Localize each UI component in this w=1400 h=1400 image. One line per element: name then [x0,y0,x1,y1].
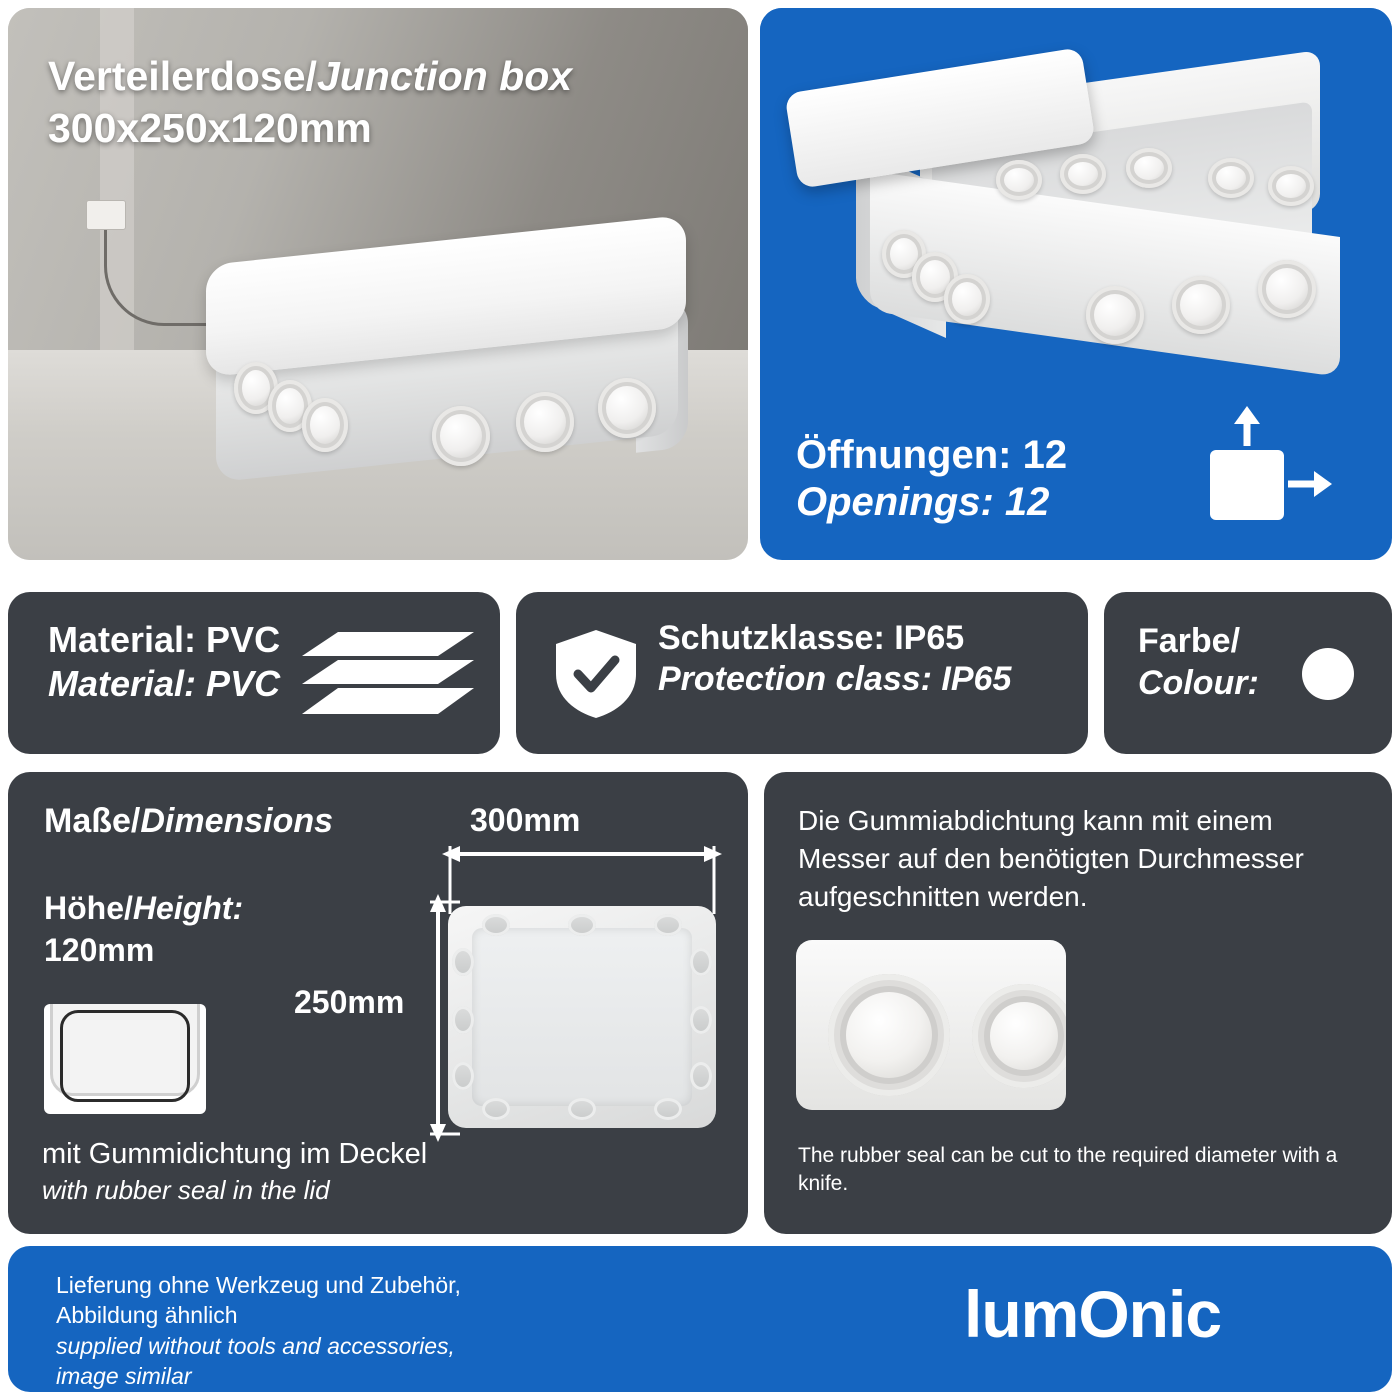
openings-photo [760,8,1392,408]
knockout [654,914,682,936]
protection-label-de: Schutzklasse: IP65 [658,619,965,657]
title-en: Junction box [316,53,573,99]
box-with-arrows-icon [1198,406,1348,536]
cable-gland [1258,260,1316,318]
stacked-sheets-icon [298,626,478,722]
cable-gland [516,392,574,452]
knockout [568,914,596,936]
cable-gland-closeup [972,984,1066,1088]
cable-gland [996,160,1042,200]
width-dimension-label: 300mm [470,802,581,838]
footer-note-de-2: Abbildung ähnlich [56,1302,238,1329]
cable-gland [944,274,990,324]
knockout [452,948,474,976]
rubber-seal-panel [764,772,1392,1234]
material-panel [8,592,500,754]
protection-label-en: Protection class: IP65 [658,660,1012,699]
seal-description-en: The rubber seal can be cut to the required diameter with a knife. [798,1144,1338,1196]
product-photo-main [8,8,748,560]
cable-gland [1208,158,1254,198]
depth-dimension-label: 250mm [294,984,405,1020]
box-cavity [472,928,692,1106]
cable-gland [1268,166,1314,206]
shield-check-icon [552,628,640,720]
cable-gland [432,406,490,466]
cable-gland [1172,276,1230,334]
cable-gland-closeup [828,974,950,1096]
photo-wall-socket [86,200,126,230]
seal-text-en: with rubber seal in the lid [42,1174,330,1205]
lid-corner-photo [44,1004,206,1114]
knockout [654,1098,682,1120]
footer-note-de-1: Lieferung ohne Werkzeug und Zubehör, [56,1272,461,1298]
cable-gland [302,398,348,452]
junction-box-illustration [206,240,706,490]
page-title [48,50,572,155]
material-label-en: Material: PVC [48,662,281,704]
box-top-view [448,906,716,1128]
brand-logo [964,1276,1334,1360]
colour-swatch [1302,648,1354,700]
brand-logo-text: lumOnic [964,1277,1222,1351]
openings-label-en: Openings: 12 [796,480,1050,525]
footer-panel [8,1246,1392,1392]
dimension-diagram [294,794,730,1174]
seal-closeup-photo [796,940,1066,1110]
dimensions-panel [8,772,748,1234]
height-value: 120mm [44,931,155,968]
knockout [452,1062,474,1090]
openings-panel [760,8,1392,560]
footer-note [56,1270,676,1391]
knockout [452,1006,474,1034]
footer-note-en-1: supplied without tools and accessories, [56,1332,455,1359]
cable-gland [1126,148,1172,188]
seal-text-de: mit Gummidichtung im Deckel [42,1138,428,1170]
dimensions-title-en: Dimensions [140,802,334,840]
knockout [482,1098,510,1120]
height-label-en: Height: [132,890,244,926]
openings-label [796,432,1126,526]
colour-label-en: Colour: [1138,664,1259,703]
colour-label-de: Farbe/ [1138,622,1241,660]
cable-gland [1060,154,1106,194]
cable-gland [1086,286,1144,344]
cable-gland [598,378,656,438]
knockout [482,914,510,936]
footer-note-en-2: image similar [56,1363,192,1390]
seal-description-de: Die Gummiabdichtung kann mit einem Messer auf den benötigten Durchmesser aufgeschnitten werden. [798,805,1304,912]
protection-class-panel [516,592,1088,754]
knockout [690,948,712,976]
dimensions-title-de: Maße/ [44,802,141,840]
knockout [568,1098,596,1120]
title-dimensions: 300x250x120mm [48,105,372,152]
title-de: Verteilerdose/ [48,53,317,99]
rubber-seal-outline [60,1010,190,1102]
material-label-de: Material: PVC [48,619,281,660]
colour-panel [1104,592,1392,754]
height-label-de: Höhe/ [44,890,133,926]
openings-label-de: Öffnungen: 12 [796,433,1068,477]
knockout [690,1062,712,1090]
knockout [690,1006,712,1034]
